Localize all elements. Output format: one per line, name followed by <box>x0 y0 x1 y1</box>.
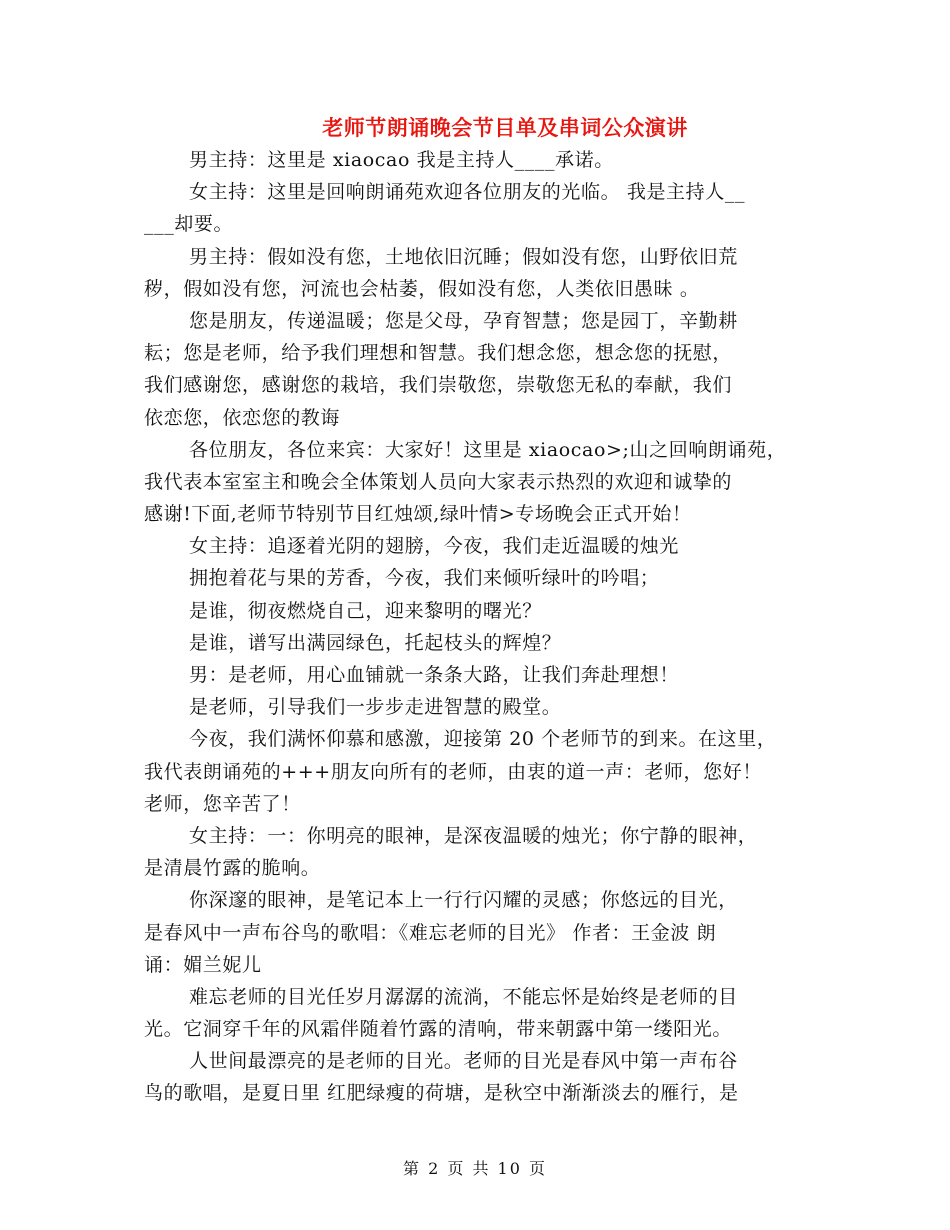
paragraph-line: 男主持：这里是 xiaocao 我是主持人____承诺。 <box>189 149 614 171</box>
paragraph-line: 是谁，谱写出满园绿色，托起枝头的辉煌？ <box>189 631 562 654</box>
paragraph-line: 难忘老师的目光任岁月潺潺的流淌，不能忘怀是始终是老师的目 <box>189 985 738 1008</box>
paragraph-line: 女主持：一：你明亮的眼神，是深夜温暖的烛光；你宁静的眼神， <box>189 824 758 847</box>
document-body <box>144 144 824 1110</box>
paragraph-line: 男：是老师，用心血铺就一条条大路，让我们奔赴理想！ <box>189 664 680 686</box>
paragraph-line: 我们感谢您，感谢您的栽培，我们崇敬您，崇敬您无私的奉献，我们 <box>144 374 733 397</box>
paragraph-line: 是老师，引导我们一步步走进智慧的殿堂。 <box>189 696 562 719</box>
paragraph-line: 我代表朗诵苑的+++朋友向所有的老师，由衷的道一声：老师，您好！ <box>144 760 762 783</box>
paragraph-line: 是谁，彻夜燃烧自己，迎来黎明的曙光？ <box>189 599 542 622</box>
paragraph-line: 你深邃的眼神，是笔记本上一行行闪耀的灵感；你悠远的目光， <box>189 889 738 912</box>
paragraph-line: 女主持：追逐着光阴的翅膀，今夜，我们走近温暖的烛光 <box>189 535 680 558</box>
paragraph-line: 耘；您是老师，给予我们理想和智慧。我们想念您，想念您的抚慰， <box>144 342 733 365</box>
paragraph-line: 是春风中一声布谷鸟的歌唱：《难忘老师的目光》 作者：王金波 朗 <box>144 921 717 944</box>
document-title: 老师节朗诵晚会节目单及串词公众演讲 <box>322 115 688 140</box>
paragraph-line: 是清晨竹露的脆响。 <box>144 857 321 880</box>
paragraph-line: 老师，您辛苦了！ <box>144 792 301 815</box>
paragraph-line: ___却要。 <box>144 213 234 236</box>
paragraph-line: 秽，假如没有您，河流也会枯萎，假如没有您，人类依旧愚昧 。 <box>144 277 700 300</box>
paragraph-line: 今夜，我们满怀仰慕和感激，迎接第 20 个老师节的到来。在这里， <box>189 728 777 751</box>
paragraph-line: 感谢!下面,老师节特别节目红烛颂,绿叶情>专场晚会正式开始！ <box>144 503 692 526</box>
paragraph-line: 各位朋友，各位来宾：大家好！这里是 xiaocao>;山之回响朗诵苑， <box>189 438 787 461</box>
paragraph-line: 光。它洞穿千年的风霜伴随着竹露的清响，带来朝露中第一缕阳光。 <box>144 1018 733 1041</box>
paragraph-line: 男主持：假如没有您，土地依旧沉睡；假如没有您，山野依旧荒 <box>189 245 738 268</box>
paragraph-line: 我代表本室室主和晚会全体策划人员向大家表示热烈的欢迎和诚挚的 <box>144 470 733 493</box>
paragraph-line: 人世间最漂亮的是老师的目光。老师的目光是春风中第一声布谷 <box>189 1050 738 1073</box>
paragraph-line: 女主持：这里是回响朗诵苑欢迎各位朋友的光临。 我是主持人__ <box>189 181 746 204</box>
page-indicator: 第 2 页 共 10 页 <box>403 1159 547 1178</box>
paragraph-line: 您是朋友，传递温暖；您是父母，孕育智慧；您是园丁，辛勤耕 <box>189 309 738 332</box>
paragraph-line: 鸟的歌唱，是夏日里 红肥绿瘦的荷塘，是秋空中渐渐淡去的雁行，是 <box>144 1082 739 1105</box>
paragraph-line: 依恋您，依恋您的教诲 <box>144 406 341 429</box>
paragraph-line: 诵：媚兰妮儿 <box>144 953 262 976</box>
paragraph-line: 拥抱着花与果的芳香，今夜，我们来倾听绿叶的吟唱； <box>189 567 660 590</box>
